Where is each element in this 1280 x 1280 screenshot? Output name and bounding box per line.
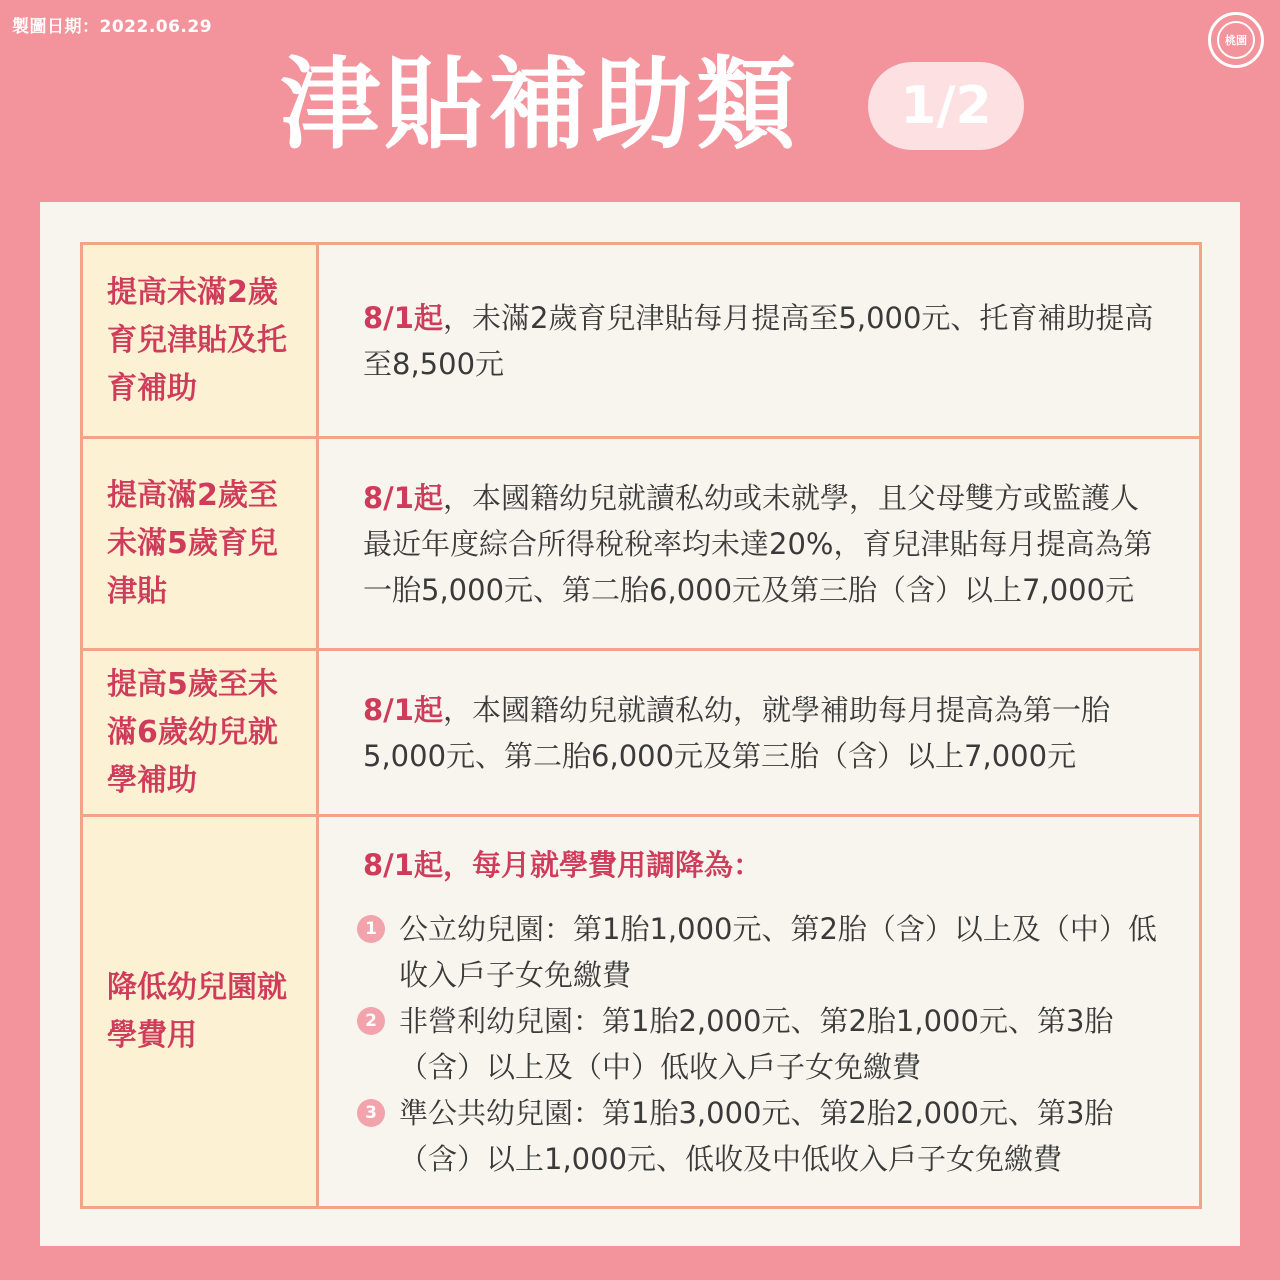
table-row	[82, 244, 1201, 438]
row-content	[318, 244, 1201, 438]
list-item	[363, 1090, 1163, 1182]
page-indicator-badge: 1/2	[868, 62, 1024, 150]
list-item-text: 公立幼兒園：第1胎1,000元、第2胎（含）以上及（中）低收入戶子女免繳費	[399, 911, 1157, 992]
number-badge: 3	[357, 1099, 385, 1127]
list-item-text: 非營利幼兒園：第1胎2,000元、第2胎1,000元、第3胎（含）以上及（中）低收入戶子女免繳費	[399, 1003, 1114, 1084]
list-item-text: 準公共幼兒園：第1胎3,000元、第2胎2,000元、第3胎（含）以上1,000元、低收及中低收入戶子女免繳費	[399, 1095, 1114, 1176]
number-badge: 1	[357, 915, 385, 943]
list-item	[363, 906, 1163, 998]
row-text: ，本國籍幼兒就讀私幼或未就學，且父母雙方或監護人最近年度綜合所得稅稅率均未達20%，育兒津貼每月提高為第一胎5,000元、第二胎6,000元及第三胎（含）以上7,000元	[363, 480, 1153, 607]
chart-date: 製圖日期：2022.06.29	[12, 17, 213, 37]
row-label: 提高未滿2歲育兒津貼及托育補助	[82, 244, 318, 438]
row-label: 提高5歲至未滿6歲幼兒就學補助	[82, 650, 318, 816]
row-content	[318, 650, 1201, 816]
subsidy-table	[80, 242, 1202, 1209]
list-item	[363, 998, 1163, 1090]
number-badge: 2	[357, 1007, 385, 1035]
row-label: 提高滿2歲至未滿5歲育兒津貼	[82, 438, 318, 650]
fee-heading: 8/1起，每月就學費用調降為：	[363, 847, 762, 882]
row-text: ，未滿2歲育兒津貼每月提高至5,000元、托育補助提高至8,500元	[363, 300, 1154, 381]
effective-date: 8/1起	[363, 692, 443, 727]
row-label: 降低幼兒園就學費用	[82, 816, 318, 1208]
content-card	[40, 202, 1240, 1246]
city-logo-text: 桃園	[1217, 21, 1255, 59]
city-logo-icon	[1208, 12, 1264, 68]
row-text: ，本國籍幼兒就讀私幼，就學補助每月提高為第一胎5,000元、第二胎6,000元及第三胎（含）以上7,000元	[363, 692, 1110, 773]
table-row	[82, 816, 1201, 1208]
effective-date: 8/1起	[363, 300, 443, 335]
table-row	[82, 650, 1201, 816]
table-row	[82, 438, 1201, 650]
page-title: 津貼補助類	[280, 46, 800, 163]
effective-date: 8/1起	[363, 480, 443, 515]
row-content	[318, 816, 1201, 1208]
row-content	[318, 438, 1201, 650]
